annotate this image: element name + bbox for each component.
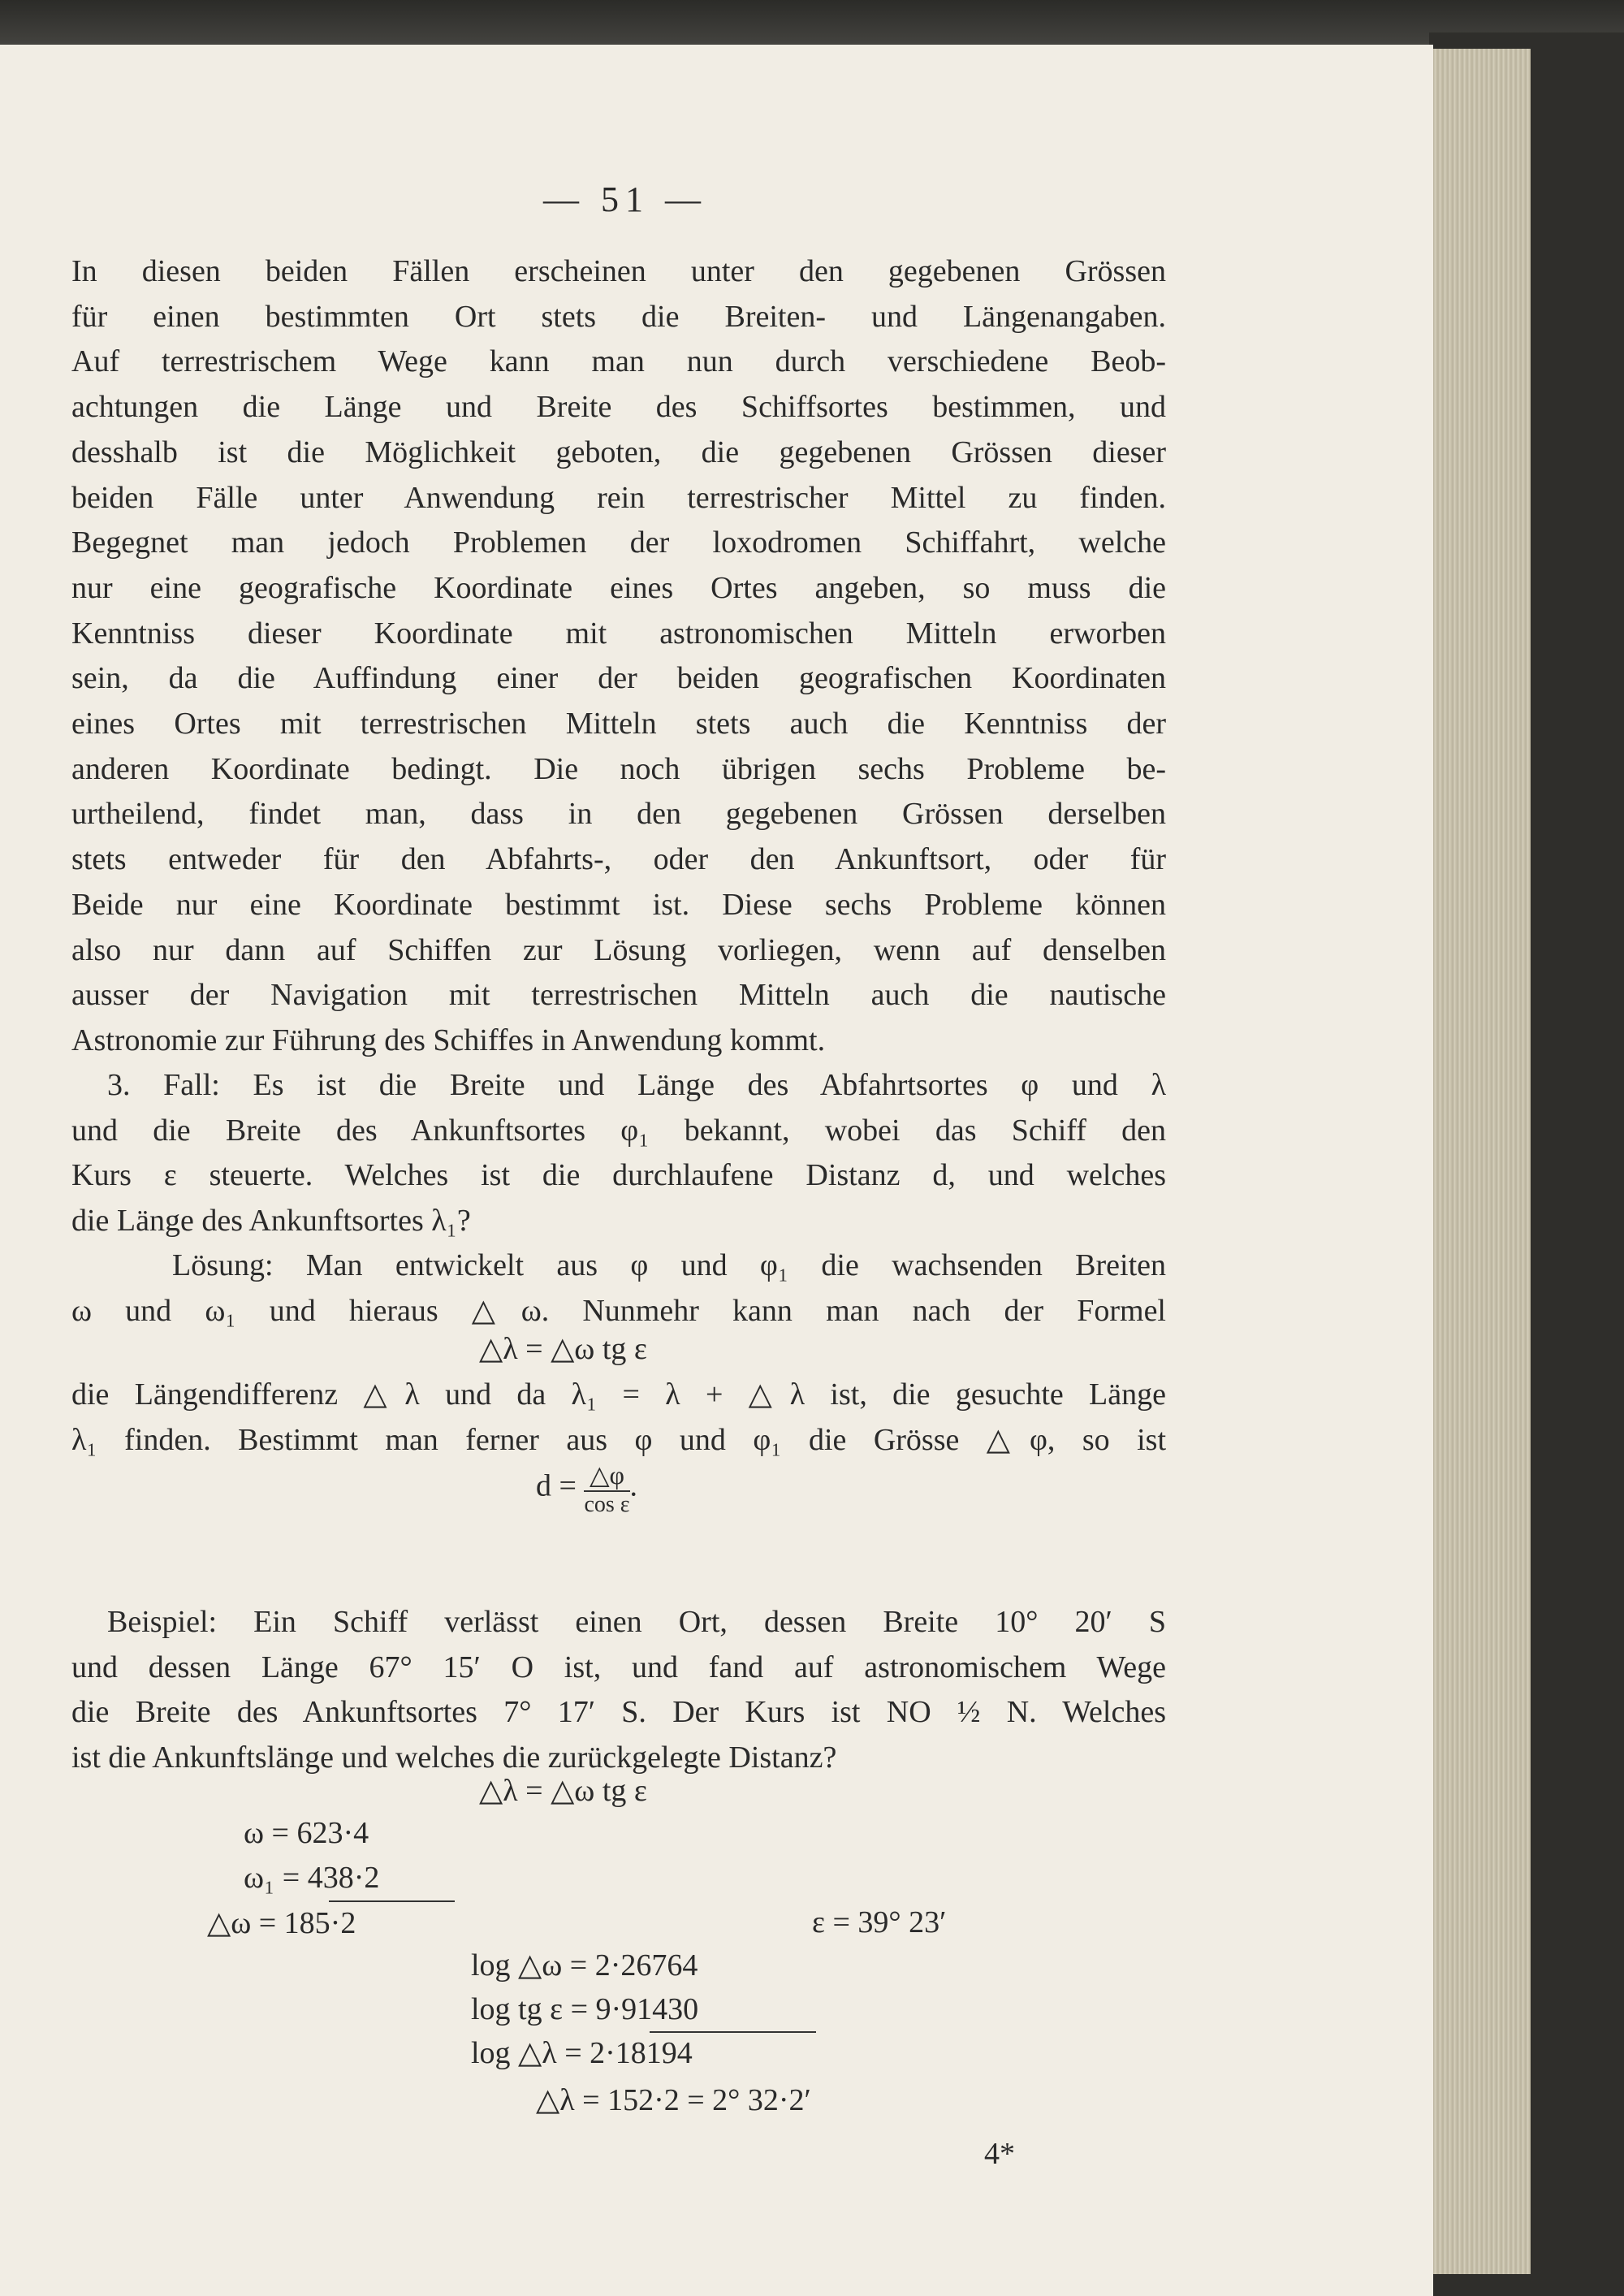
calc-log-delta-lambda: log △λ = 2·18194 — [471, 2036, 693, 2070]
signature-mark: 4* — [984, 2137, 1015, 2171]
text-line: für einen bestimmten Ort stets die Breiten- und Längenangaben. — [71, 299, 1166, 334]
text-line: Lösung: Man entwickelt aus φ und φ₁ die wachsenden Breiten — [172, 1248, 1166, 1282]
formula-distance — [536, 1459, 637, 1518]
text-line: urtheilend, findet man, dass in den gegebenen Grössen derselben — [71, 797, 1166, 832]
calc-log-delta-omega: log △ω = 2·26764 — [471, 1948, 698, 1983]
text-line: also nur dann auf Schiffen zur Lösung vorliegen, wenn auf denselben — [71, 932, 1166, 967]
formula-distance-end: . — [629, 1468, 638, 1503]
calc-omega1: ω₁ = 438·2 — [244, 1861, 380, 1895]
calc-omega: ω = 623·4 — [244, 1816, 369, 1850]
text-line: die Breite des Ankunftsortes 7° 17′ S. Der Kurs ist NO ½ N. Welches — [71, 1695, 1166, 1730]
text-line: Auf terrestrischem Wege kann man nun durch verschiedene Beob- — [71, 344, 1166, 379]
formula-distance-denominator: cos ε — [584, 1492, 630, 1517]
text-line: achtungen die Länge und Breite des Schiffsortes bestimmen, und — [71, 390, 1166, 425]
text-line: die Längendifferenz △λ und da λ₁ = λ + △λ ist, die gesuchte Länge — [71, 1377, 1166, 1412]
text-line: eines Ortes mit terrestrischen Mitteln stets auch die Kenntniss der — [71, 707, 1166, 742]
page-number: — 51 — — [543, 179, 707, 219]
text-line: Kurs ε steuerte. Welches ist die durchlaufene Distanz d, und welches — [71, 1158, 1166, 1193]
book-page — [0, 45, 1433, 2296]
text-line: ω und ω₁ und hieraus △ω. Nunmehr kann man nach der Formel — [71, 1293, 1166, 1328]
text-line: ist die Ankunftslänge und welches die zurückgelegte Distanz? — [71, 1740, 837, 1775]
text-line: λ₁ finden. Bestimmt man ferner aus φ und φ₁ die Grösse △φ, so ist — [71, 1422, 1166, 1457]
text-line: stets entweder für den Abfahrts-, oder den Ankunftsort, oder für — [71, 842, 1166, 877]
paragraph-solution — [71, 1243, 1166, 1334]
formula-example: △λ = △ω tg ε — [479, 1774, 647, 1808]
text-line: ausser der Navigation mit terrestrischen Mitteln auch die nautische — [71, 978, 1166, 1013]
calc-log-tg-eps: log tg ε = 9·91430 — [471, 1992, 699, 2026]
text-line: sein, da die Auffindung einer der beiden geografischen Koordinaten — [71, 661, 1166, 696]
text-line: und dessen Länge 67° 15′ O ist, und fand auf astronomischem Wege — [71, 1650, 1166, 1684]
formula-distance-numerator: △φ — [584, 1459, 629, 1492]
page-stack-edge — [1421, 49, 1531, 2274]
calc-delta-omega: △ω = 185·2 — [207, 1906, 356, 1940]
text-line: beiden Fälle unter Anwendung rein terrestrischer Mittel zu finden. — [71, 480, 1166, 515]
paragraph-intro — [71, 249, 1166, 1064]
text-line: Begegnet man jedoch Problemen der loxodromen Schiffahrt, welche — [71, 525, 1166, 560]
text-line: In diesen beiden Fällen erscheinen unter den gegebenen Grössen — [71, 254, 1166, 288]
formula-distance-lhs: d = — [536, 1468, 577, 1503]
text-line: 3. Fall: Es ist die Breite und Länge des Abfahrtsortes φ und λ — [107, 1068, 1166, 1102]
text-line: anderen Koordinate bedingt. Die noch übrigen sechs Probleme be- — [71, 751, 1166, 786]
calc-rule-2 — [650, 2031, 816, 2033]
paragraph-longitude — [71, 1373, 1166, 1463]
text-line: Beispiel: Ein Schiff verlässt einen Ort, dessen Breite 10° 20′ S — [107, 1605, 1166, 1639]
calc-result: △λ = 152·2 = 2° 32·2′ — [536, 2083, 811, 2117]
calc-rule-1 — [329, 1900, 455, 1902]
text-line: und die Breite des Ankunftsortes φ₁ bekannt, wobei das Schiff den — [71, 1113, 1166, 1148]
text-line: Astronomie zur Führung des Schiffes in Anwendung kommt. — [71, 1023, 826, 1057]
text-line: nur eine geografische Koordinate eines Ortes angeben, so muss die — [71, 570, 1166, 605]
text-line: desshalb ist die Möglichkeit geboten, die gegebenen Grössen dieser — [71, 435, 1166, 469]
formula-longitude-difference: △λ = △ω tg ε — [479, 1332, 647, 1366]
text-line: Kenntniss dieser Koordinate mit astronomischen Mitteln erworben — [71, 616, 1166, 651]
text-line: Beide nur eine Koordinate bestimmt ist. Diese sechs Probleme können — [71, 887, 1166, 922]
calc-course: ε = 39° 23′ — [812, 1905, 947, 1939]
formula-distance-fraction — [584, 1459, 629, 1518]
paragraph-case-3 — [71, 1063, 1166, 1244]
text-line: die Länge des Ankunftsortes λ₁? — [71, 1204, 471, 1239]
paragraph-example — [71, 1600, 1166, 1781]
